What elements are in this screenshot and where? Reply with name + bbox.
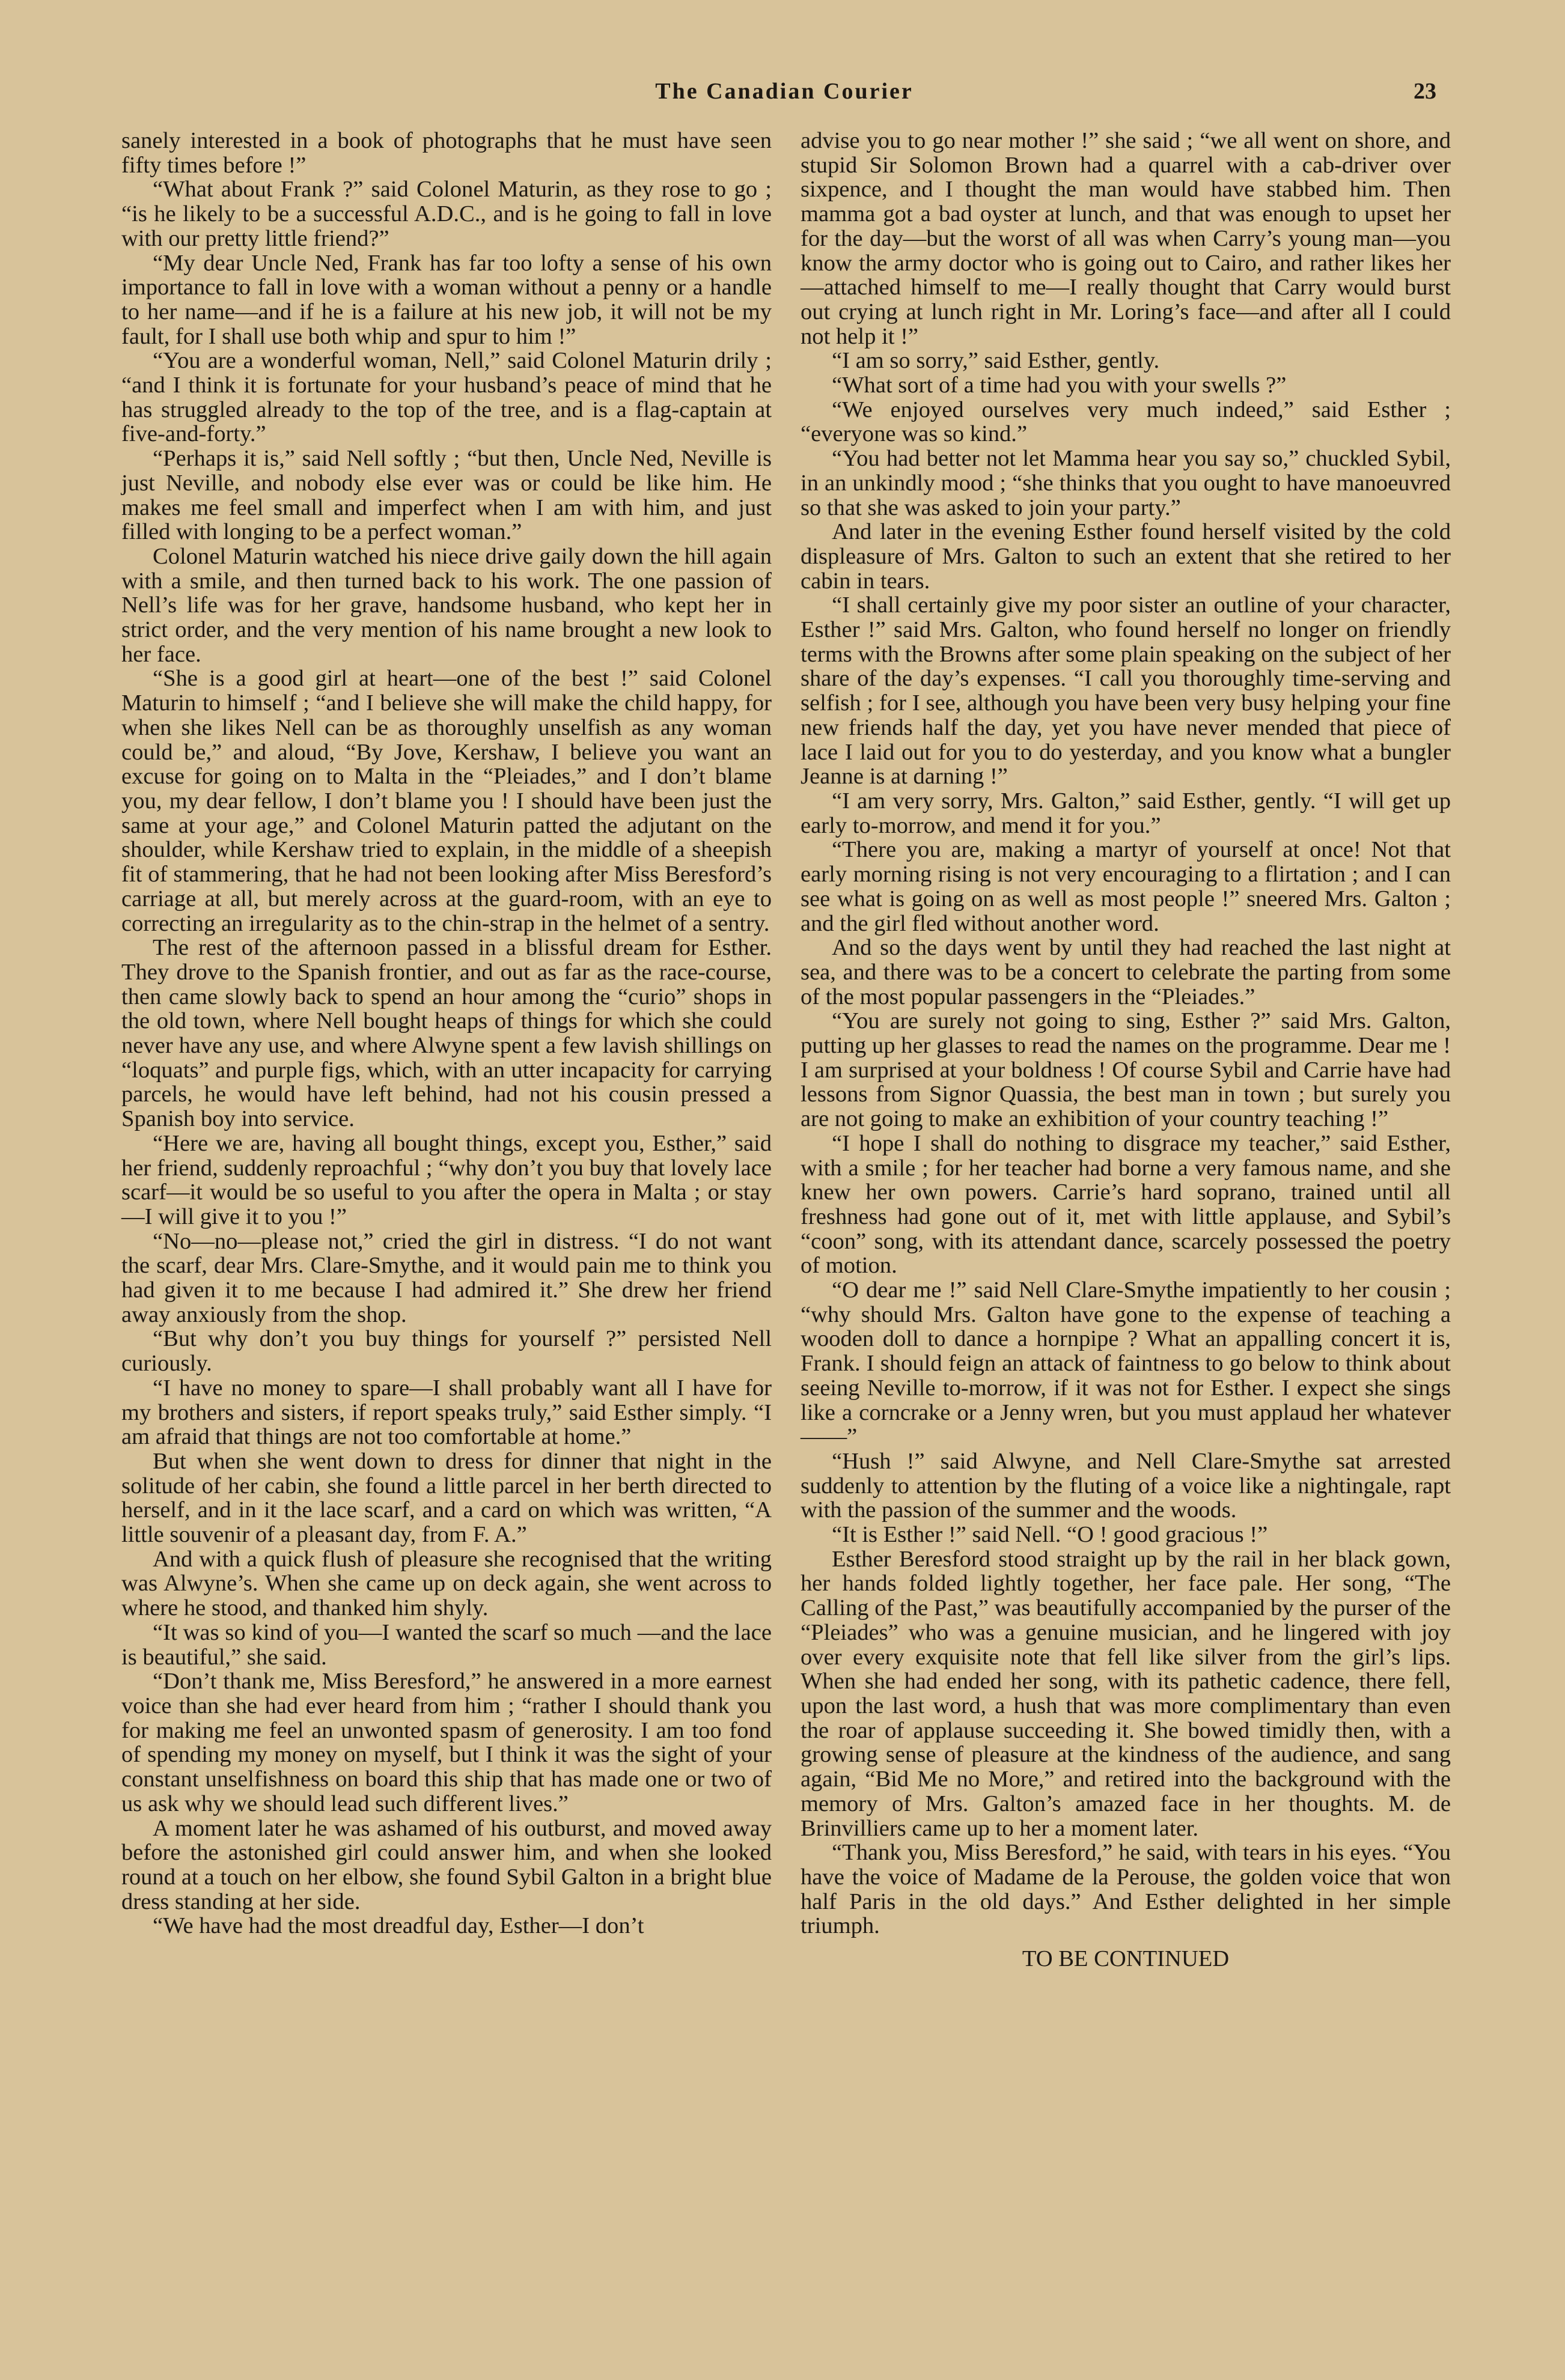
paragraph: “It is Esther !” said Nell. “O ! good gracious !”	[832, 1522, 1268, 1548]
paragraph: “She is a good girl at heart—one of the best !” said Colonel Maturin to himself ; “and I believe she will make the child happy, for when she likes Nell can be as thoroughly unselfish as any woman could be,” and aloud, “By Jove, Kershaw, I believe you want an excuse for going on to Malta in the “Pleiades,” and I don’t blame you, my dear fellow, I don’t blame you ! I should have been just the same at your age,” and Colonel Maturin patted the adjutant on the shoulder, while Kershaw tried to explain, in the middle of a sheepish fit of stammering, that he had not been looking after Miss Beresford’s carriage at all, but merely across at the guard-room, with an eye to correcting an irregularity as to the chin-strap in the helmet of a sentry.	[121, 666, 772, 936]
paragraph: A moment later he was ashamed of his outburst, and moved away before the astonished girl could answer him, and when she looked round at a touch on her elbow, she found Sybil Galton in a bright blue dress standing at her side.	[121, 1815, 772, 1914]
right-column	[801, 129, 1451, 1971]
paragraph: “Don’t thank me, Miss Beresford,” he answered in a more earnest voice than she had ever heard from him ; “rather I should thank you for making me feel an unwonted spasm of generosity. I am too fond of spending my money on myself, but I think it was the sight of your constant unselfishness on board this ship that has made one or two of us ask why we should lead such different lives.”	[121, 1669, 772, 1816]
paragraph: “Thank you, Miss Beresford,” he said, with tears in his eyes. “You have the voice of Madame de la Perouse, the golden voice that won half Paris in the old days.” And Esther delighted in her simple triumph.	[801, 1840, 1451, 1939]
paragraph: But when she went down to dress for dinner that night in the solitude of her cabin, she found a little parcel in her berth directed to herself, and in it the lace scarf, and a card on which was written, “A little souvenir of a pleasant day, from F. A.”	[121, 1448, 772, 1548]
paragraph: “My dear Uncle Ned, Frank has far too lofty a sense of his own importance to fall in love with a woman without a penny or a handle to her name—and if he is a failure at his new job, it will not be my fault, for I shall use both whip and spur to him !”	[121, 250, 772, 349]
paragraph: The rest of the afternoon passed in a blissful dream for Esther. They drove to the Spanish frontier, and out as far as the race-course, then came slowly back to spend an hour among the “curio” shops in the old town, where Nell bought heaps of things for which she could never have any use, and where Alwyne spent a few lavish shillings on “loquats” and purple figs, which, with an utter incapacity for carrying parcels, he would have left behind, had not his cousin pressed a Spanish boy into service.	[121, 935, 772, 1132]
paragraph: Colonel Maturin watched his niece drive gaily down the hill again with a smile, and then turned back to his work. The one passion of Nell’s life was for her grave, handsome husband, who kept her in strict order, and the very mention of his name brought a new look to her face.	[121, 543, 772, 667]
paragraph: And later in the evening Esther found herself visited by the cold displeasure of Mrs. Galton to such an extent that she retired to her cabin in tears.	[801, 519, 1451, 594]
paragraph: “We enjoyed ourselves very much indeed,” said Esther ; “everyone was so kind.”	[801, 397, 1451, 447]
paragraph: “I am very sorry, Mrs. Galton,” said Esther, gently. “I will get up early to-morrow, and mend it for you.”	[801, 788, 1451, 838]
left-column	[121, 129, 772, 1938]
paragraph: “O dear me !” said Nell Clare-Smythe impatiently to her cousin ; “why should Mrs. Galton have gone to the expense of teaching a wooden doll to dance a hornpipe ? What an appalling concert it is, Frank. I should feign an attack of faintness to go below to think about seeing Neville to-morrow, if it was not for Esther. I expect she sings like a corncrake or a Jenny wren, but you must applaud her whatever——”	[801, 1277, 1451, 1450]
paragraph: “What about Frank ?” said Colonel Maturin, as they rose to go ; “is he likely to be a successful A.D.C., and is he going to fall in love with our pretty little friend?”	[121, 177, 772, 251]
paragraph: “I am so sorry,” said Esther, gently.	[832, 348, 1160, 374]
paragraph: And so the days went by until they had reached the last night at sea, and there was to be a concert to celebrate the parting from some of the most popular passengers in the “Pleiades.”	[801, 935, 1451, 1009]
paragraph: “Here we are, having all bought things, except you, Esther,” said her friend, suddenly reproachful ; “why don’t you buy that lovely lace scarf—it would be so useful to you after the opera in Malta ; or stay—I will give it to you !”	[121, 1130, 772, 1229]
paragraph: “There you are, making a martyr of yourself at once! Not that early morning rising is not very encouraging to a flirtation ; and I can see what is going on as well as most people !” sneered Mrs. Galton ; and the girl fled without another word.	[801, 837, 1451, 936]
paragraph: “What sort of a time had you with your swells ?”	[832, 373, 1287, 398]
paragraph: “But why don’t you buy things for yourself ?” persisted Nell curiously.	[121, 1326, 772, 1377]
paragraph: “You had better not let Mamma hear you say so,” chuckled Sybil, in an unkindly mood ; “she thinks that you ought to have manoeuvred so that she was asked to join your party.”	[801, 446, 1451, 520]
page-number: 23	[1414, 79, 1436, 104]
paragraph: And with a quick flush of pleasure she recognised that the writing was Alwyne’s. When she came up on deck again, she went across to where he stood, and thanked him shyly.	[121, 1546, 772, 1621]
to-be-continued: TO BE CONTINUED	[1022, 1946, 1230, 1972]
paragraph: advise you to go near mother !” she said ; “we all went on shore, and stupid Sir Solomon Brown had a quarrel with a cab-driver over sixpence, and I thought the man would have stabbed him. Then mamma got a bad oyster at lunch, and that was enough to upset her for the day—but the worst of all was when Carry’s young man—you know the army doctor who is going out to Cairo, and rather likes her—attached himself to me—I really thought that Carry would burst out crying at lunch right in Mr. Loring’s face—and after all I could not help it !”	[801, 128, 1451, 349]
paragraph: “Perhaps it is,” said Nell softly ; “but then, Uncle Ned, Neville is just Neville, and nobody else ever was or could be like him. He makes me feel small and imperfect when I am with him, and just filled with longing to be a perfect woman.”	[121, 446, 772, 545]
paragraph: “I have no money to spare—I shall probably want all I have for my brothers and sisters, if report speaks truly,” said Esther simply. “I am afraid that things are not too comfortable at home.”	[121, 1375, 772, 1450]
paragraph: Esther Beresford stood straight up by the rail in her black gown, her hands folded lightly together, her face pale. Her song, “The Calling of the Past,” was beautifully accompanied by the purser of the “Pleiades” who was a genuine musician, and he lingered with joy over every exquisite note that fell like silver from the girl’s lips. When she had ended her song, with its pathetic cadence, there fell, upon the last word, a hush that was more complimentary than even the roar of applause succeeding it. She bowed timidly then, with a growing sense of pleasure at the kindness of the audience, and sang again, “Bid Me no More,” and retired into the background with the memory of Mrs. Galton’s amazed face in her thoughts. M. de Brinvilliers came up to her a moment later.	[801, 1546, 1451, 1841]
paragraph: “It was so kind of you—I wanted the scarf so much —and the lace is beautiful,” she said.	[121, 1619, 772, 1670]
paragraph: “You are a wonderful woman, Nell,” said Colonel Maturin drily ; “and I think it is fortunate for your husband’s peace of mind that he has struggled already to the top of the tree, and is a flag-captain at five-and-forty.”	[121, 348, 772, 447]
paragraph: “You are surely not going to sing, Esther ?” said Mrs. Galton, putting up her glasses to read the names on the programme. Dear me ! I am surprised at your boldness ! Of course Sybil and Carrie have had lessons from Signor Quassia, the best man in town ; but surely you are not going to make an exhibition of your country teaching !”	[801, 1008, 1451, 1132]
paragraph: “Hush !” said Alwyne, and Nell Clare-Smythe sat arrested suddenly to attention by the fluting of a voice like a nightingale, rapt with the passion of the summer and the woods.	[801, 1448, 1451, 1523]
masthead-title: The Canadian Courier	[655, 79, 914, 104]
paragraph: “We have had the most dreadful day, Esther—I don’t	[153, 1913, 644, 1939]
paragraph: “No—no—please not,” cried the girl in distress. “I do not want the scarf, dear Mrs. Clare-Smythe, and it would pain me to think you had given it to me because I had admired it.” She drew her friend away anxiously from the shop.	[121, 1228, 772, 1327]
page-header	[120, 78, 1448, 114]
paragraph: “I hope I shall do nothing to disgrace my teacher,” said Esther, with a smile ; for her teacher had borne a very famous name, and she knew her own powers. Carrie’s hard soprano, trained until all freshness had gone out of it, met with little applause, and Sybil’s “coon” song, with its attendant dance, scarcely possessed the poetry of motion.	[801, 1130, 1451, 1279]
paragraph: sanely interested in a book of photographs that he must have seen fifty times before !”	[121, 128, 772, 178]
paragraph: “I shall certainly give my poor sister an outline of your character, Esther !” said Mrs. Galton, who found herself no longer on friendly terms with the Browns after some plain speaking on the subject of her share of the day’s expenses. “I call you thoroughly time-serving and selfish ; for I see, although you have been very busy helping your fine new friends half the day, yet you have never mended that piece of lace I laid out for you to do yesterday, and you know what a bungler Jeanne is at darning !”	[801, 592, 1451, 790]
